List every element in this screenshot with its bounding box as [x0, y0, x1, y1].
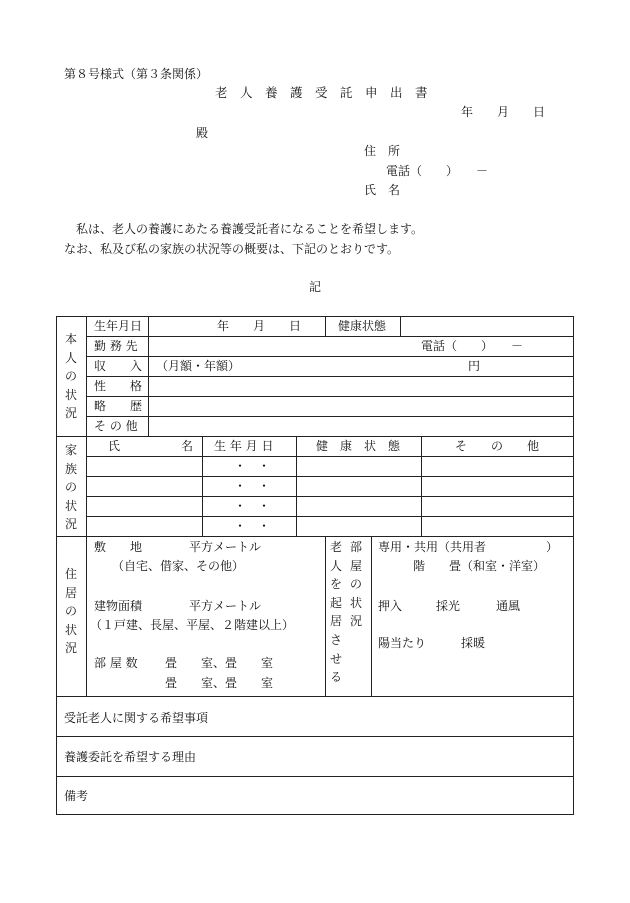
paragraph-1: 私は、老人の養護にあたる養護受託者になることを希望します。	[76, 222, 424, 236]
rooms-label: 部 屋 数	[94, 656, 138, 670]
elder-room-label-1: 老人を起居させる	[329, 540, 342, 685]
family-row-dots: ・ ・	[234, 479, 271, 493]
document-title: 老 人 養 護 受 託 申 出 書	[215, 85, 428, 100]
land-type: （自宅、借家、その他）	[112, 559, 245, 573]
storage-label: 押入	[378, 599, 403, 613]
section-label-self: 本人の状況	[64, 332, 77, 421]
date-month: 月	[497, 105, 510, 119]
reason-label: 養護委託を希望する理由	[64, 750, 197, 764]
ventilation-label: 通風	[496, 599, 521, 613]
health-label: 健康状態	[338, 319, 387, 333]
family-row-dots: ・ ・	[234, 519, 271, 533]
family-col-birth: 生 年 月 日	[214, 439, 274, 453]
income-note: （月額・年額）	[156, 359, 241, 373]
land-label: 敷 地	[94, 540, 143, 554]
family-col-name-2: 名	[181, 439, 194, 453]
address-label: 住 所	[364, 144, 401, 158]
elder-room-label-2: 部屋の状況	[349, 540, 362, 629]
birthdate-month: 月	[253, 319, 266, 333]
birthdate-day: 日	[289, 319, 302, 333]
date-year: 年	[461, 105, 474, 119]
birthdate-label: 生年月日	[94, 319, 143, 333]
date-day: 日	[533, 105, 546, 119]
family-row-dots: ・ ・	[234, 499, 271, 513]
personality-label: 性 格	[94, 379, 143, 393]
family-col-name-1: 氏	[108, 439, 121, 453]
income-unit: 円	[468, 359, 481, 373]
ki-label: 記	[309, 280, 322, 294]
section-label-residence: 住居の状況	[64, 567, 77, 656]
birthdate-year: 年	[217, 319, 230, 333]
building-type: （１戸建、長屋、平屋、２階建以上）	[90, 618, 295, 632]
family-col-other: そ の 他	[455, 439, 540, 453]
section-label-family: 家族の状況	[64, 443, 77, 532]
family-col-health: 健 康 状 態	[316, 439, 401, 453]
paragraph-2: なお、私及び私の家族の状況等の概要は、下記のとおりです。	[64, 242, 400, 256]
remarks-label: 備考	[64, 789, 89, 803]
family-row-dots: ・ ・	[234, 459, 271, 473]
income-label: 収 入	[94, 359, 143, 373]
workplace-label: 勤 務 先	[94, 339, 138, 353]
phone-label: 電話（ ） －	[386, 164, 489, 178]
heating-label: 採暖	[461, 636, 486, 650]
room-use: 専用・共用（共用者 ）	[378, 540, 559, 554]
addressee-label: 殿	[196, 126, 209, 140]
rooms-unit-2: 畳 室、畳 室	[165, 676, 274, 690]
wish-label: 受託老人に関する希望事項	[64, 711, 209, 725]
land-unit: 平方メートル	[189, 540, 262, 554]
workplace-phone: 電話（ ） －	[421, 339, 524, 353]
form-number: 第８号様式（第３条関係）	[64, 67, 209, 81]
building-area-label: 建物面積	[94, 599, 143, 613]
light-label: 採光	[436, 599, 461, 613]
rooms-unit-1: 畳 室、畳 室	[165, 656, 274, 670]
name-label: 氏 名	[364, 183, 401, 197]
room-floor: 階 畳（和室・洋室）	[413, 559, 546, 573]
building-area-unit: 平方メートル	[189, 599, 262, 613]
other-label: そ の 他	[94, 419, 138, 433]
history-label: 略 歴	[94, 399, 143, 413]
sunlight-label: 陽当たり	[378, 636, 427, 650]
